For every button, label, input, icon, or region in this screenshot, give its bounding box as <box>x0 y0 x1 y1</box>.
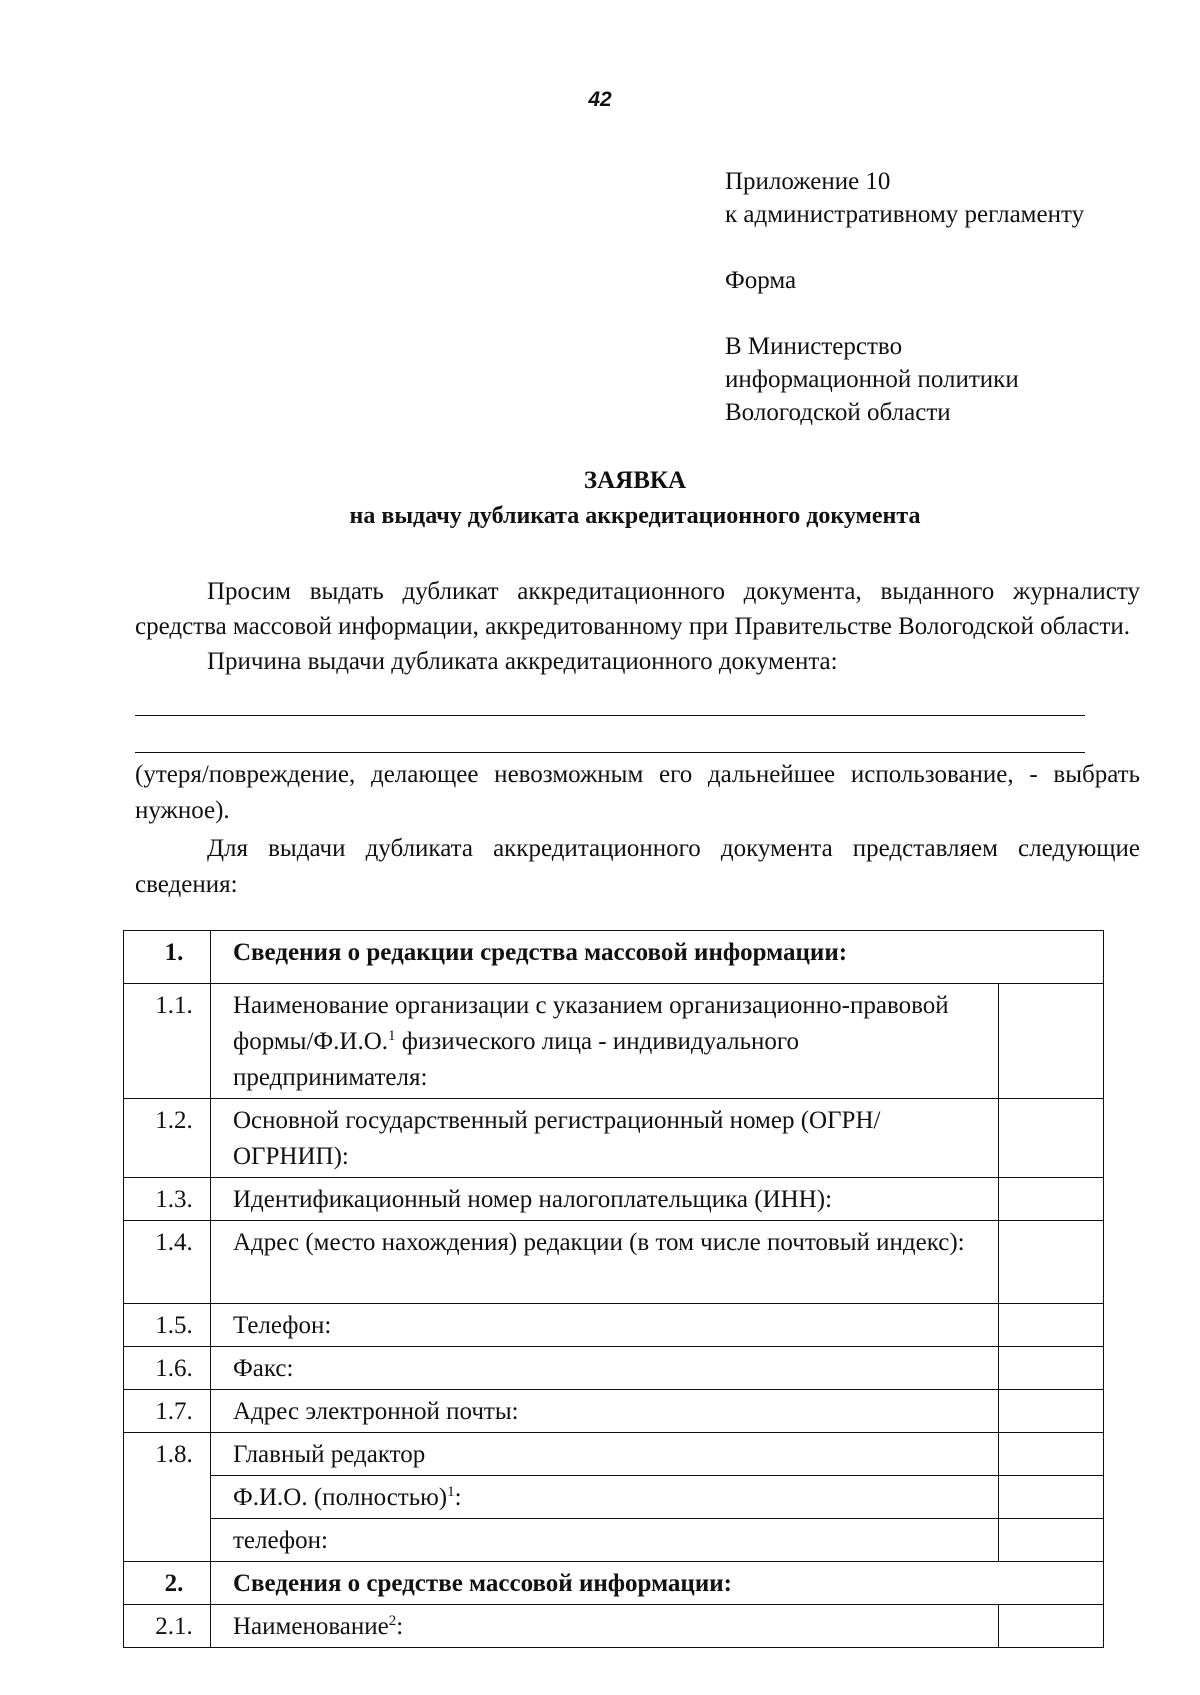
title-subtitle: на выдачу дубликата аккредитационного документа <box>349 503 921 529</box>
reason-note: (утеря/повреждение, делающее невозможным его дальнейшее использование, - выбрать нужное). <box>135 761 1140 824</box>
row-label: Адрес электронной почты: <box>211 1390 999 1433</box>
table-row <box>124 1304 1104 1347</box>
value-cell[interactable] <box>999 984 1104 1099</box>
row-label: Идентификационный номер налогоплательщика (ИНН): <box>211 1178 999 1221</box>
appendix-header <box>725 166 1165 430</box>
row-number: 1.1. <box>124 984 211 1099</box>
table-section-row <box>124 1562 1104 1605</box>
info-paragraph: Для выдачи дубликата аккредитационного документа представляем следующие сведения: <box>135 835 1140 898</box>
value-cell[interactable] <box>999 1476 1104 1519</box>
row-label-part: : <box>454 1484 462 1511</box>
row-label: Факс: <box>211 1347 999 1390</box>
table-row <box>124 1178 1104 1221</box>
table-row <box>124 1347 1104 1390</box>
row-number: 1.7. <box>124 1390 211 1433</box>
value-cell[interactable] <box>999 1519 1104 1562</box>
appendix-reference: к административному регламенту <box>725 201 1085 228</box>
value-cell[interactable] <box>999 1390 1104 1433</box>
table-section-row <box>124 931 1104 984</box>
table-row <box>124 1221 1104 1304</box>
row-label: Адрес (место нахождения) редакции (в том числе почтовый индекс): <box>211 1221 999 1304</box>
addressee-line-3: Вологодской области <box>725 399 951 426</box>
footnote-marker: 1 <box>447 1484 455 1500</box>
row-label-part: Ф.И.О. (полностью) <box>233 1484 448 1511</box>
footnote-marker: 1 <box>388 1028 396 1044</box>
row-number: 1.8. <box>124 1433 211 1562</box>
value-cell[interactable] <box>999 1433 1104 1476</box>
request-paragraph: Просим выдать дубликат аккредитационного документа, выданного журналисту средства массовой информации, аккредитованному при Правительстве Вологодской области. <box>135 578 1140 640</box>
application-table <box>123 930 1104 1648</box>
value-cell[interactable] <box>999 1221 1104 1304</box>
page-number: 42 <box>588 88 612 111</box>
addressee-line-1: В Министерство <box>725 333 903 360</box>
document-title <box>130 465 1140 532</box>
row-number: 2.1. <box>124 1605 211 1648</box>
form-label: Форма <box>725 267 797 294</box>
row-number: 1.2. <box>124 1099 211 1178</box>
row-label-part: физического лица - индивидуального предпринимателя: <box>233 1028 800 1091</box>
appendix-title: Приложение 10 <box>725 168 891 195</box>
row-label: Главный редактор <box>211 1433 999 1476</box>
section-title: Сведения о редакции средства массовой информации: <box>211 931 1104 984</box>
table-row <box>124 1519 1104 1562</box>
value-cell[interactable] <box>999 1304 1104 1347</box>
section-number: 2. <box>124 1562 211 1605</box>
value-cell[interactable] <box>999 1605 1104 1648</box>
row-number: 1.5. <box>124 1304 211 1347</box>
reason-blank-line-2[interactable] <box>135 716 1085 753</box>
footnote-marker: 2 <box>388 1613 397 1629</box>
row-label-part: Наименование <box>233 1613 389 1640</box>
addressee-line-2: информационной политики <box>725 366 1019 393</box>
table-row <box>124 1390 1104 1433</box>
value-cell[interactable] <box>999 1178 1104 1221</box>
request-body <box>135 574 1140 903</box>
table-row <box>124 1476 1104 1519</box>
row-label: Основной государственный регистрационный номер (ОГРН/ОГРНИП): <box>211 1099 999 1178</box>
row-label <box>211 1605 999 1648</box>
table-row <box>124 1433 1104 1476</box>
row-number: 1.6. <box>124 1347 211 1390</box>
row-label-part: : <box>396 1613 404 1640</box>
reason-paragraph: Причина выдачи дубликата аккредитационного документа: <box>207 648 838 675</box>
reason-blank-line-1[interactable] <box>135 679 1085 716</box>
row-number: 1.4. <box>124 1221 211 1304</box>
table-row <box>124 1099 1104 1178</box>
value-cell[interactable] <box>999 1347 1104 1390</box>
row-label: телефон: <box>211 1519 999 1562</box>
row-label <box>211 1476 999 1519</box>
row-label-part: Наименование организации с указанием организационно-правовой формы/Ф.И.О. <box>233 992 949 1055</box>
section-number: 1. <box>124 931 211 984</box>
row-label: Телефон: <box>211 1304 999 1347</box>
section-title: Сведения о средстве массовой информации: <box>211 1562 1104 1605</box>
row-label <box>211 984 999 1099</box>
table-row <box>124 984 1104 1099</box>
table-row <box>124 1605 1104 1648</box>
row-number: 1.3. <box>124 1178 211 1221</box>
value-cell[interactable] <box>999 1099 1104 1178</box>
title-main: ЗАЯВКА <box>583 467 687 494</box>
